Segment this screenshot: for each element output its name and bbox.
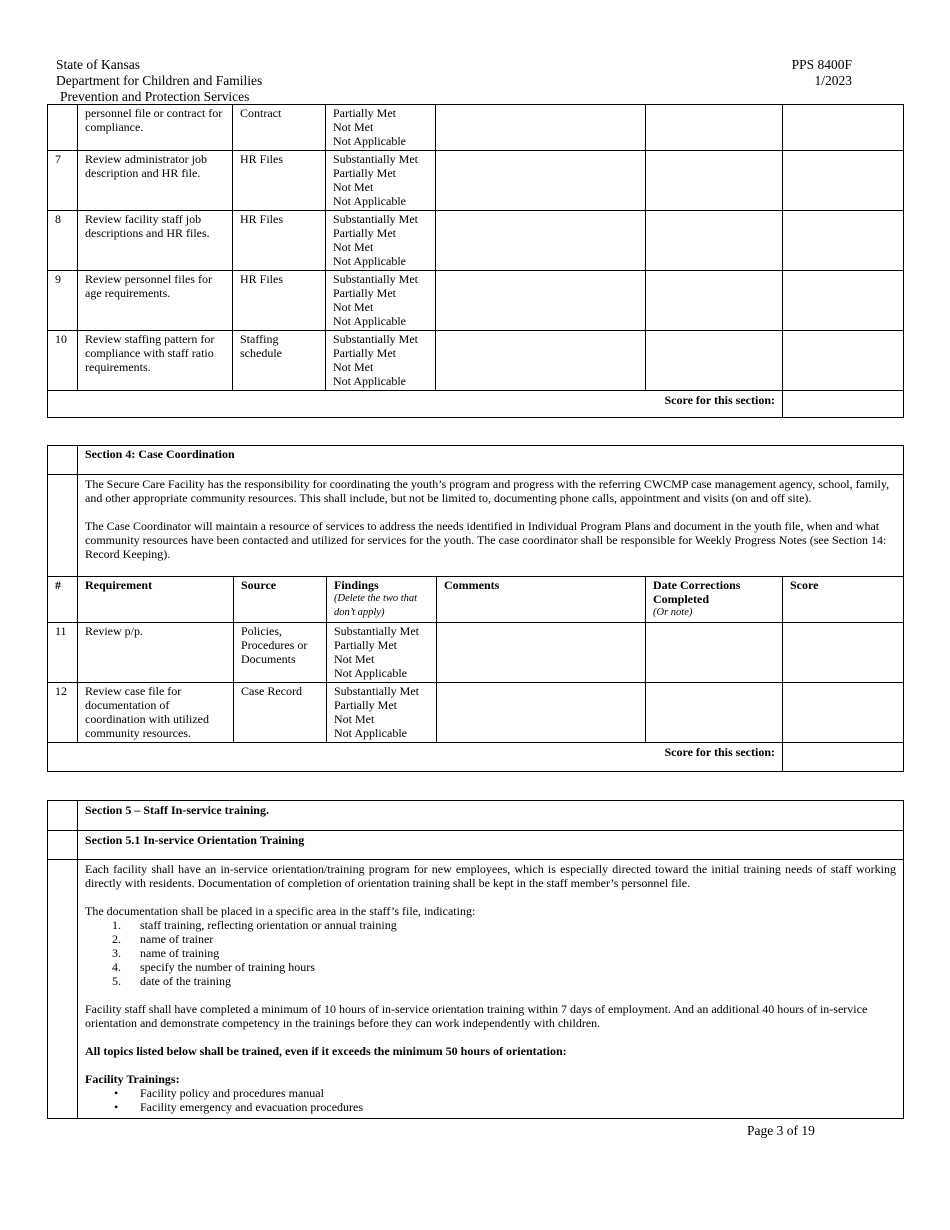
row-date-corrections[interactable] <box>646 623 783 683</box>
section-score-cell[interactable] <box>783 391 904 418</box>
body-paragraph: Facility staff shall have completed a minimum of 10 hours of in-service orientation training within 7 days of employment. And an additional 40 hours of in-service orientation and demonstrate competency in the trainings before they can work independently with children. <box>85 1002 868 1030</box>
finding-option[interactable]: Not Applicable <box>334 726 407 740</box>
page-number: Page 3 of 19 <box>747 1123 815 1138</box>
row-requirement: Review staffing pattern for compliance with staff ratio requirements. <box>78 331 233 391</box>
finding-option[interactable]: Not Applicable <box>333 254 406 268</box>
finding-option[interactable]: Not Applicable <box>333 314 406 328</box>
section3-table <box>47 104 904 418</box>
finding-option[interactable]: Not Met <box>334 652 375 666</box>
list-item <box>85 974 896 988</box>
score-row <box>48 743 904 772</box>
row-comments[interactable] <box>436 151 646 211</box>
finding-option[interactable]: Not Met <box>333 300 374 314</box>
row-requirement: Review p/p. <box>78 623 234 683</box>
list-text: Facility policy and procedures manual <box>140 1086 324 1100</box>
section-title: Section 4: Case Coordination <box>78 446 904 475</box>
section-subtitle: Section 5.1 In-service Orientation Training <box>78 831 904 860</box>
finding-option[interactable]: Not Applicable <box>333 194 406 208</box>
list-item <box>85 932 896 946</box>
table-row <box>48 105 904 151</box>
column-header-number: # <box>48 577 78 623</box>
list-number: 4. <box>112 960 121 974</box>
row-findings <box>326 271 436 331</box>
row-requirement: Review case file for documentation of coordination with utilized community resources. <box>78 683 234 743</box>
findings-header-label: Findings <box>334 578 379 592</box>
findings-header-note: (Delete the two that don’t apply) <box>334 593 418 618</box>
finding-option[interactable]: Not Applicable <box>334 666 407 680</box>
score-label: Score for this section: <box>48 743 783 772</box>
row-source: HR Files <box>233 271 326 331</box>
list-item <box>85 960 896 974</box>
column-header-comments: Comments <box>437 577 646 623</box>
finding-option[interactable]: Not Applicable <box>333 134 406 148</box>
row-score[interactable] <box>783 151 904 211</box>
row-requirement: personnel file or contract for compliance. <box>78 105 233 151</box>
row-source: Staffing schedule <box>233 331 326 391</box>
row-findings <box>326 151 436 211</box>
section4-table <box>47 445 904 772</box>
section-body <box>78 860 904 1119</box>
row-comments[interactable] <box>436 331 646 391</box>
table-row <box>48 151 904 211</box>
section-title-row <box>48 446 904 475</box>
score-row <box>48 391 904 418</box>
section5-table <box>47 800 904 1119</box>
row-number: 9 <box>48 271 78 331</box>
finding-option[interactable]: Partially Met <box>334 698 397 712</box>
list-item <box>85 946 896 960</box>
row-findings <box>326 105 436 151</box>
row-requirement: Review facility staff job descriptions and HR files. <box>78 211 233 271</box>
row-number: 11 <box>48 623 78 683</box>
section-title: Section 5 – Staff In-service training. <box>78 801 904 831</box>
table-row <box>48 211 904 271</box>
section-description <box>78 475 904 577</box>
list-text: name of trainer <box>140 932 214 946</box>
description-paragraph: The Secure Care Facility has the responsibility for coordinating the youth’s program and progress with the referring CWCMP case management agency, school, family, and other appropriate community resources. This shall include, but not be limited to, documenting phone calls, appointment and visits (on and off site). <box>85 477 890 505</box>
list-item <box>85 918 896 932</box>
list-text: name of training <box>140 946 220 960</box>
row-source: Case Record <box>234 683 327 743</box>
description-paragraph: The Case Coordinator will maintain a resource of services to address the needs identified in Individual Program Plans and document in the youth file, when and what community resources have been contacted and utilized for services for the youth. The case coordinator shall be responsible for Weekly Progress Notes (see Section 14: Record Keeping). <box>85 519 887 561</box>
row-date-corrections[interactable] <box>646 151 783 211</box>
finding-option[interactable]: Substantially Met <box>333 332 418 346</box>
column-header-date <box>646 577 783 623</box>
column-header-score: Score <box>783 577 904 623</box>
row-score[interactable] <box>783 331 904 391</box>
list-text: Facility emergency and evacuation procedures <box>140 1100 364 1114</box>
finding-option[interactable]: Substantially Met <box>333 152 418 166</box>
section-body-row <box>48 860 904 1119</box>
row-date-corrections[interactable] <box>646 105 783 151</box>
header-state: State of Kansas <box>56 57 140 72</box>
body-paragraph: The documentation shall be placed in a specific area in the staff’s file, indicating: <box>85 904 476 918</box>
row-comments[interactable] <box>436 105 646 151</box>
section-score-cell[interactable] <box>783 743 904 772</box>
column-header-requirement: Requirement <box>78 577 234 623</box>
column-header-source: Source <box>234 577 327 623</box>
row-date-corrections[interactable] <box>646 211 783 271</box>
row-date-corrections[interactable] <box>646 331 783 391</box>
list-text: specify the number of training hours <box>140 960 315 974</box>
section-subtitle-row <box>48 831 904 860</box>
finding-option[interactable]: Not Met <box>334 712 375 726</box>
row-comments[interactable] <box>437 623 646 683</box>
finding-option[interactable]: Partially Met <box>333 226 396 240</box>
row-findings <box>327 683 437 743</box>
row-comments[interactable] <box>436 271 646 331</box>
bullet-icon: • <box>114 1086 119 1100</box>
row-score[interactable] <box>783 105 904 151</box>
section-title-row <box>48 801 904 831</box>
row-requirement: Review administrator job description and HR file. <box>78 151 233 211</box>
header-form-info <box>792 57 852 89</box>
column-header-row <box>48 577 904 623</box>
list-item <box>85 1100 896 1114</box>
row-number: 10 <box>48 331 78 391</box>
list-number: 2. <box>112 932 121 946</box>
row-score[interactable] <box>783 683 904 743</box>
finding-option[interactable]: Substantially Met <box>334 624 419 638</box>
date-header-note: (Or note) <box>653 607 693 618</box>
list-number: 3. <box>112 946 121 960</box>
row-source: HR Files <box>233 211 326 271</box>
documentation-list <box>85 918 896 988</box>
table-row <box>48 623 904 683</box>
row-number: 7 <box>48 151 78 211</box>
facility-trainings-list <box>85 1086 896 1114</box>
row-date-corrections[interactable] <box>646 683 783 743</box>
finding-option[interactable]: Partially Met <box>333 166 396 180</box>
row-findings <box>326 331 436 391</box>
row-score[interactable] <box>783 623 904 683</box>
bullet-icon: • <box>114 1100 119 1114</box>
row-score[interactable] <box>783 271 904 331</box>
finding-option[interactable]: Substantially Met <box>334 684 419 698</box>
header-department: Department for Children and Families <box>56 73 263 88</box>
finding-option[interactable]: Not Met <box>333 240 374 254</box>
row-requirement: Review personnel files for age requirements. <box>78 271 233 331</box>
score-label: Score for this section: <box>48 391 783 418</box>
finding-option[interactable]: Partially Met <box>333 106 396 120</box>
table-row <box>48 331 904 391</box>
row-source: HR Files <box>233 151 326 211</box>
table-row <box>48 683 904 743</box>
row-number: 12 <box>48 683 78 743</box>
header-form-code: PPS 8400F <box>791 57 852 72</box>
date-header-label: Date Corrections Completed <box>653 578 741 606</box>
list-text: date of the training <box>140 974 231 988</box>
row-findings <box>327 623 437 683</box>
row-source: Policies, Procedures or Documents <box>234 623 327 683</box>
finding-option[interactable]: Partially Met <box>333 286 396 300</box>
facility-trainings-heading: Facility Trainings: <box>85 1072 180 1086</box>
row-comments[interactable] <box>436 211 646 271</box>
finding-option[interactable]: Partially Met <box>333 346 396 360</box>
list-text: staff training, reflecting orientation or annual training <box>140 918 397 932</box>
body-paragraph: Each facility shall have an in-service orientation/training program for new employees, which is especially directed toward the initial training needs of staff working directly with residents. Documentation of completion of orientation training shall be kept in the staff member’s personnel file. <box>85 862 896 890</box>
finding-option[interactable]: Partially Met <box>334 638 397 652</box>
list-number: 1. <box>112 918 121 932</box>
row-comments[interactable] <box>437 683 646 743</box>
row-number: 8 <box>48 211 78 271</box>
finding-option[interactable]: Not Applicable <box>333 374 406 388</box>
row-findings <box>326 211 436 271</box>
finding-option[interactable]: Substantially Met <box>333 212 418 226</box>
finding-option[interactable]: Not Met <box>333 360 374 374</box>
header-division: Prevention and Protection Services <box>60 89 250 104</box>
row-number <box>48 105 78 151</box>
list-number: 5. <box>112 974 121 988</box>
row-source: Contract <box>233 105 326 151</box>
list-item <box>85 1086 896 1100</box>
finding-option[interactable]: Not Met <box>333 120 374 134</box>
row-date-corrections[interactable] <box>646 271 783 331</box>
header-agency <box>56 57 262 89</box>
header-date: 1/2023 <box>814 73 852 88</box>
row-score[interactable] <box>783 211 904 271</box>
bold-note: All topics listed below shall be trained, even if it exceeds the minimum 50 hours of orientation: <box>85 1044 567 1058</box>
finding-option[interactable]: Not Met <box>333 180 374 194</box>
column-header-findings <box>327 577 437 623</box>
finding-option[interactable]: Substantially Met <box>333 272 418 286</box>
table-row <box>48 271 904 331</box>
section-description-row <box>48 475 904 577</box>
